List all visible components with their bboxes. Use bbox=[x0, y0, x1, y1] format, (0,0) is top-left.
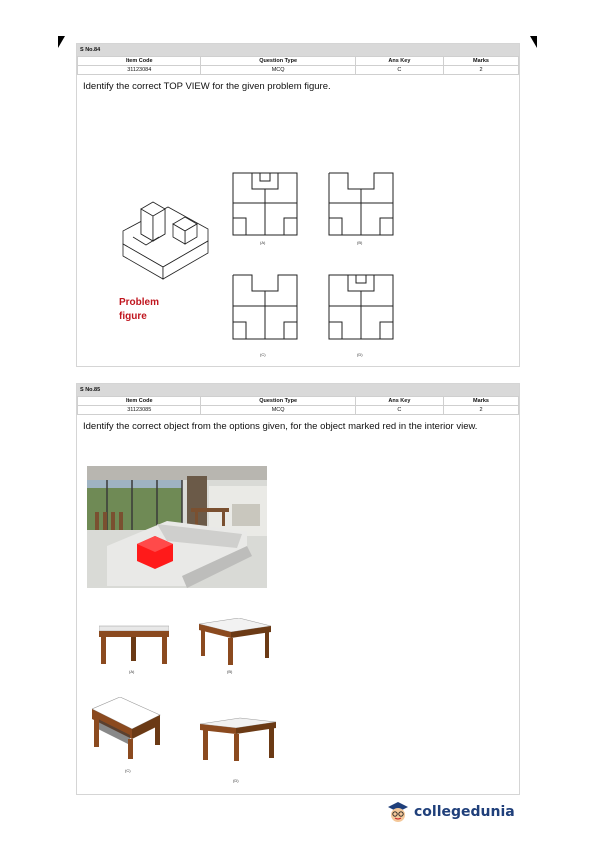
header-question-type: Question Type bbox=[201, 57, 355, 66]
option-a-table[interactable] bbox=[99, 624, 169, 666]
graduate-mascot-icon bbox=[386, 800, 410, 824]
option-c-table[interactable] bbox=[92, 697, 162, 759]
header-marks: Marks bbox=[444, 397, 519, 406]
option-b-table[interactable] bbox=[199, 618, 271, 666]
question-text: Identify the correct TOP VIEW for the given problem figure. bbox=[83, 81, 331, 92]
option-d-top-view[interactable] bbox=[328, 274, 394, 340]
question-type-value: MCQ bbox=[201, 406, 355, 415]
page-corner-right bbox=[530, 36, 537, 48]
question-text: Identify the correct object from the options given, for the object marked red in the interior view. bbox=[83, 421, 478, 432]
question-84-block bbox=[76, 43, 520, 367]
interior-view-image bbox=[87, 466, 267, 588]
serial-number: S No.84 bbox=[77, 44, 519, 56]
question-85-block bbox=[76, 383, 520, 795]
header-item-code: Item Code bbox=[78, 57, 201, 66]
question-type-value: MCQ bbox=[201, 66, 355, 75]
header-ans-key: Ans Key bbox=[355, 57, 443, 66]
option-d-label: (D) bbox=[357, 352, 363, 357]
option-d-table[interactable] bbox=[200, 714, 276, 762]
ans-key-value: C bbox=[355, 66, 443, 75]
header-ans-key: Ans Key bbox=[355, 397, 443, 406]
marks-value: 2 bbox=[444, 406, 519, 415]
problem-figure-label bbox=[119, 296, 159, 324]
option-c-label: (C) bbox=[125, 768, 131, 773]
option-a-label: (A) bbox=[129, 669, 135, 674]
header-marks: Marks bbox=[444, 57, 519, 66]
option-c-top-view[interactable] bbox=[232, 274, 298, 340]
item-code-value: 31123084 bbox=[78, 66, 201, 75]
page-corner-left bbox=[58, 36, 65, 48]
option-b-label: (B) bbox=[357, 240, 363, 245]
ans-key-value: C bbox=[355, 406, 443, 415]
option-c-label: (C) bbox=[260, 352, 266, 357]
header-item-code: Item Code bbox=[78, 397, 201, 406]
item-code-value: 31123085 bbox=[78, 406, 201, 415]
problem-figure-isometric bbox=[113, 189, 213, 284]
serial-number: S No.85 bbox=[77, 384, 519, 396]
option-b-label: (B) bbox=[227, 669, 233, 674]
marks-value: 2 bbox=[444, 66, 519, 75]
header-question-type: Question Type bbox=[201, 397, 355, 406]
option-a-top-view[interactable] bbox=[232, 172, 298, 236]
question-meta-table bbox=[77, 56, 519, 75]
question-meta-table bbox=[77, 396, 519, 415]
problem-label-line2: figure bbox=[119, 311, 147, 322]
option-b-top-view[interactable] bbox=[328, 172, 394, 236]
brand-name: collegedunia bbox=[414, 804, 515, 820]
option-d-label: (D) bbox=[233, 778, 239, 783]
collegedunia-logo[interactable] bbox=[386, 800, 515, 824]
option-a-label: (A) bbox=[260, 240, 266, 245]
problem-label-line1: Problem bbox=[119, 297, 160, 308]
